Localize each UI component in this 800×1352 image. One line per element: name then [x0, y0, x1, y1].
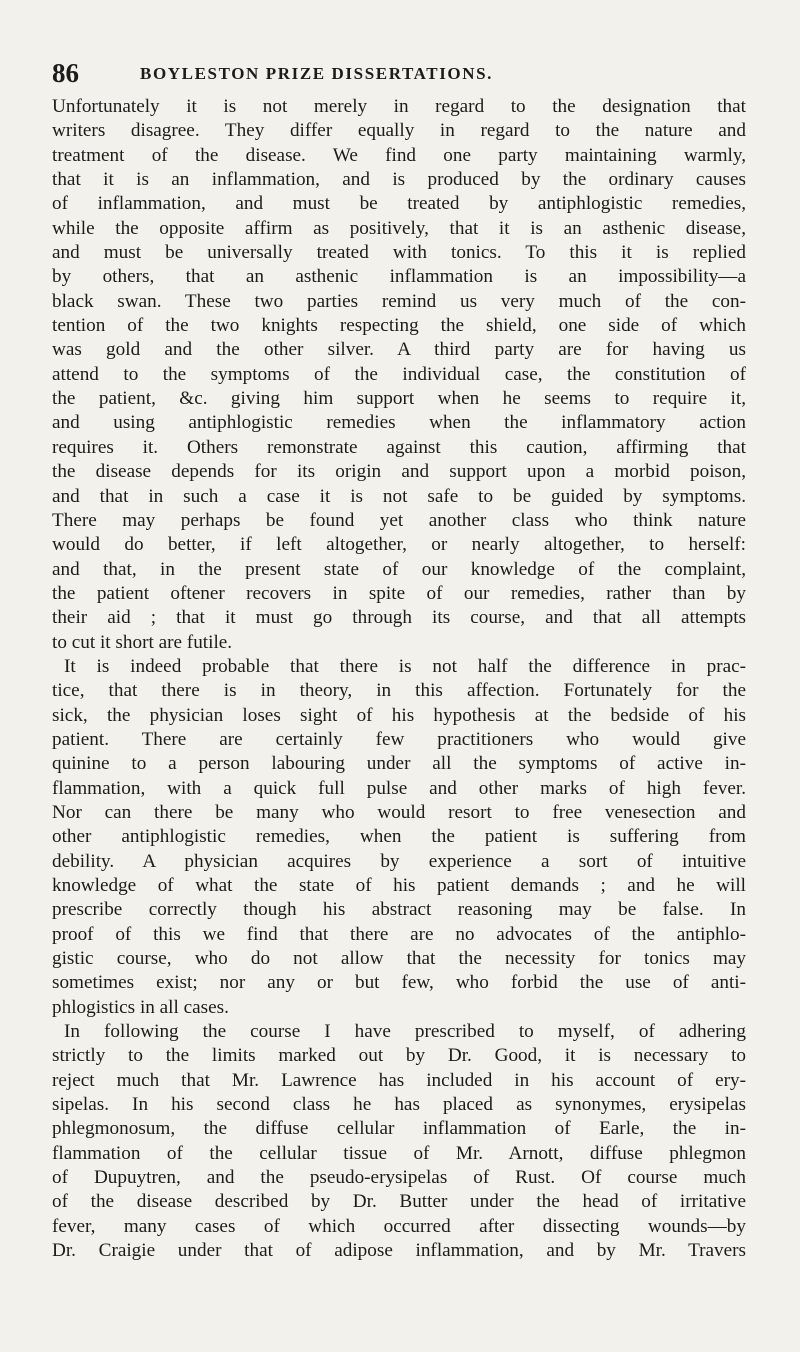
text-line: flammation, with a quick full pulse and other marks of high fever. — [52, 777, 746, 799]
text-line: In following the course I have prescribed to myself, of adhering — [64, 1021, 746, 1043]
text-line: fever, many cases of which occurred after dissecting wounds—by — [52, 1215, 746, 1237]
running-title: BOYLESTON PRIZE DISSERTATIONS. — [140, 64, 494, 83]
page-header — [52, 56, 742, 90]
text-line: tice, that there is in theory, in this affection. Fortunately for the — [52, 680, 746, 702]
text-line: to cut it short are futile. — [52, 631, 233, 653]
text-line: Dr. Craigie under that of adipose inflammation, and by Mr. Travers — [52, 1240, 746, 1262]
text-line: would do better, if left altogether, or nearly altogether, to herself: — [52, 534, 746, 556]
text-line: proof of this we find that there are no advocates of the antiphlo- — [52, 923, 746, 945]
text-line: sometimes exist; nor any or but few, who forbid the use of anti- — [52, 972, 746, 994]
text-line: debility. A physician acquires by experience a sort of intuitive — [52, 850, 746, 872]
text-line: reject much that Mr. Lawrence has included in his account of ery- — [52, 1069, 746, 1091]
text-line: patient. There are certainly few practitioners who would give — [52, 728, 746, 750]
text-line: of Dupuytren, and the pseudo-erysipelas of Rust. Of course much — [52, 1167, 746, 1189]
text-line: the patient, &c. giving him support when he seems to require it, — [52, 388, 746, 410]
text-line: phlogistics in all cases. — [52, 996, 229, 1018]
text-line: writers disagree. They differ equally in regard to the nature and — [52, 120, 746, 142]
text-line: of the disease described by Dr. Butter under the head of irritative — [52, 1191, 746, 1213]
text-line: Nor can there be many who would resort to free venesection and — [52, 801, 746, 823]
text-line: quinine to a person labouring under all the symptoms of active in- — [52, 753, 746, 775]
text-line: knowledge of what the state of his patient demands ; and he will — [52, 875, 746, 896]
text-line: requires it. Others remonstrate against this caution, affirming that — [52, 436, 746, 458]
text-line: flammation of the cellular tissue of Mr. Arnott, diffuse phlegmon — [52, 1142, 746, 1164]
text-line: gistic course, who do not allow that the necessity for tonics may — [52, 948, 746, 970]
text-line: Unfortunately it is not merely in regard to the designation that — [52, 96, 746, 117]
text-line: phlegmonosum, the diffuse cellular inflammation of Earle, the in- — [52, 1118, 746, 1140]
text-line: sick, the physician loses sight of his hypothesis at the bedside of his — [52, 704, 746, 726]
text-line: was gold and the other silver. A third party are for having us — [52, 339, 746, 361]
text-line: It is indeed probable that there is not half the difference in prac- — [64, 655, 746, 677]
text-line: their aid ; that it must go through its course, and that all attempts — [52, 607, 746, 629]
text-line: the patient oftener recovers in spite of our remedies, rather than by — [52, 582, 746, 604]
text-line: while the opposite affirm as positively, that it is an asthenic disease, — [52, 217, 746, 239]
text-line: of inflammation, and must be treated by antiphlogistic remedies, — [52, 193, 746, 215]
text-line: prescribe correctly though his abstract reasoning may be false. In — [52, 899, 746, 921]
text-line: strictly to the limits marked out by Dr. Good, it is necessary to — [52, 1045, 746, 1067]
text-line: attend to the symptoms of the individual case, the constitution of — [52, 363, 746, 385]
text-line: other antiphlogistic remedies, when the patient is suffering from — [52, 826, 746, 848]
text-line: tention of the two knights respecting the shield, one side of which — [52, 315, 746, 337]
text-line: the disease depends for its origin and support upon a morbid poison, — [52, 461, 746, 483]
text-line: sipelas. In his second class he has placed as synonymes, erysipelas — [52, 1094, 746, 1116]
text-line: and that in such a case it is not safe to be guided by symptoms. — [52, 485, 746, 507]
text-line: There may perhaps be found yet another class who think nature — [52, 509, 746, 531]
text-line: treatment of the disease. We find one party maintaining warmly, — [52, 144, 746, 166]
text-line: and that, in the present state of our knowledge of the complaint, — [52, 558, 746, 580]
text-line: black swan. These two parties remind us very much of the con- — [52, 290, 746, 312]
text-line: and using antiphlogistic remedies when the inflammatory action — [52, 412, 746, 434]
text-line: that it is an inflammation, and is produced by the ordinary causes — [52, 169, 746, 191]
page-number: 86 — [52, 58, 79, 88]
text-line: and must be universally treated with tonics. To this it is replied — [52, 242, 746, 264]
text-line: by others, that an asthenic inflammation is an impossibility—a — [52, 266, 746, 288]
body-text — [52, 95, 746, 1264]
